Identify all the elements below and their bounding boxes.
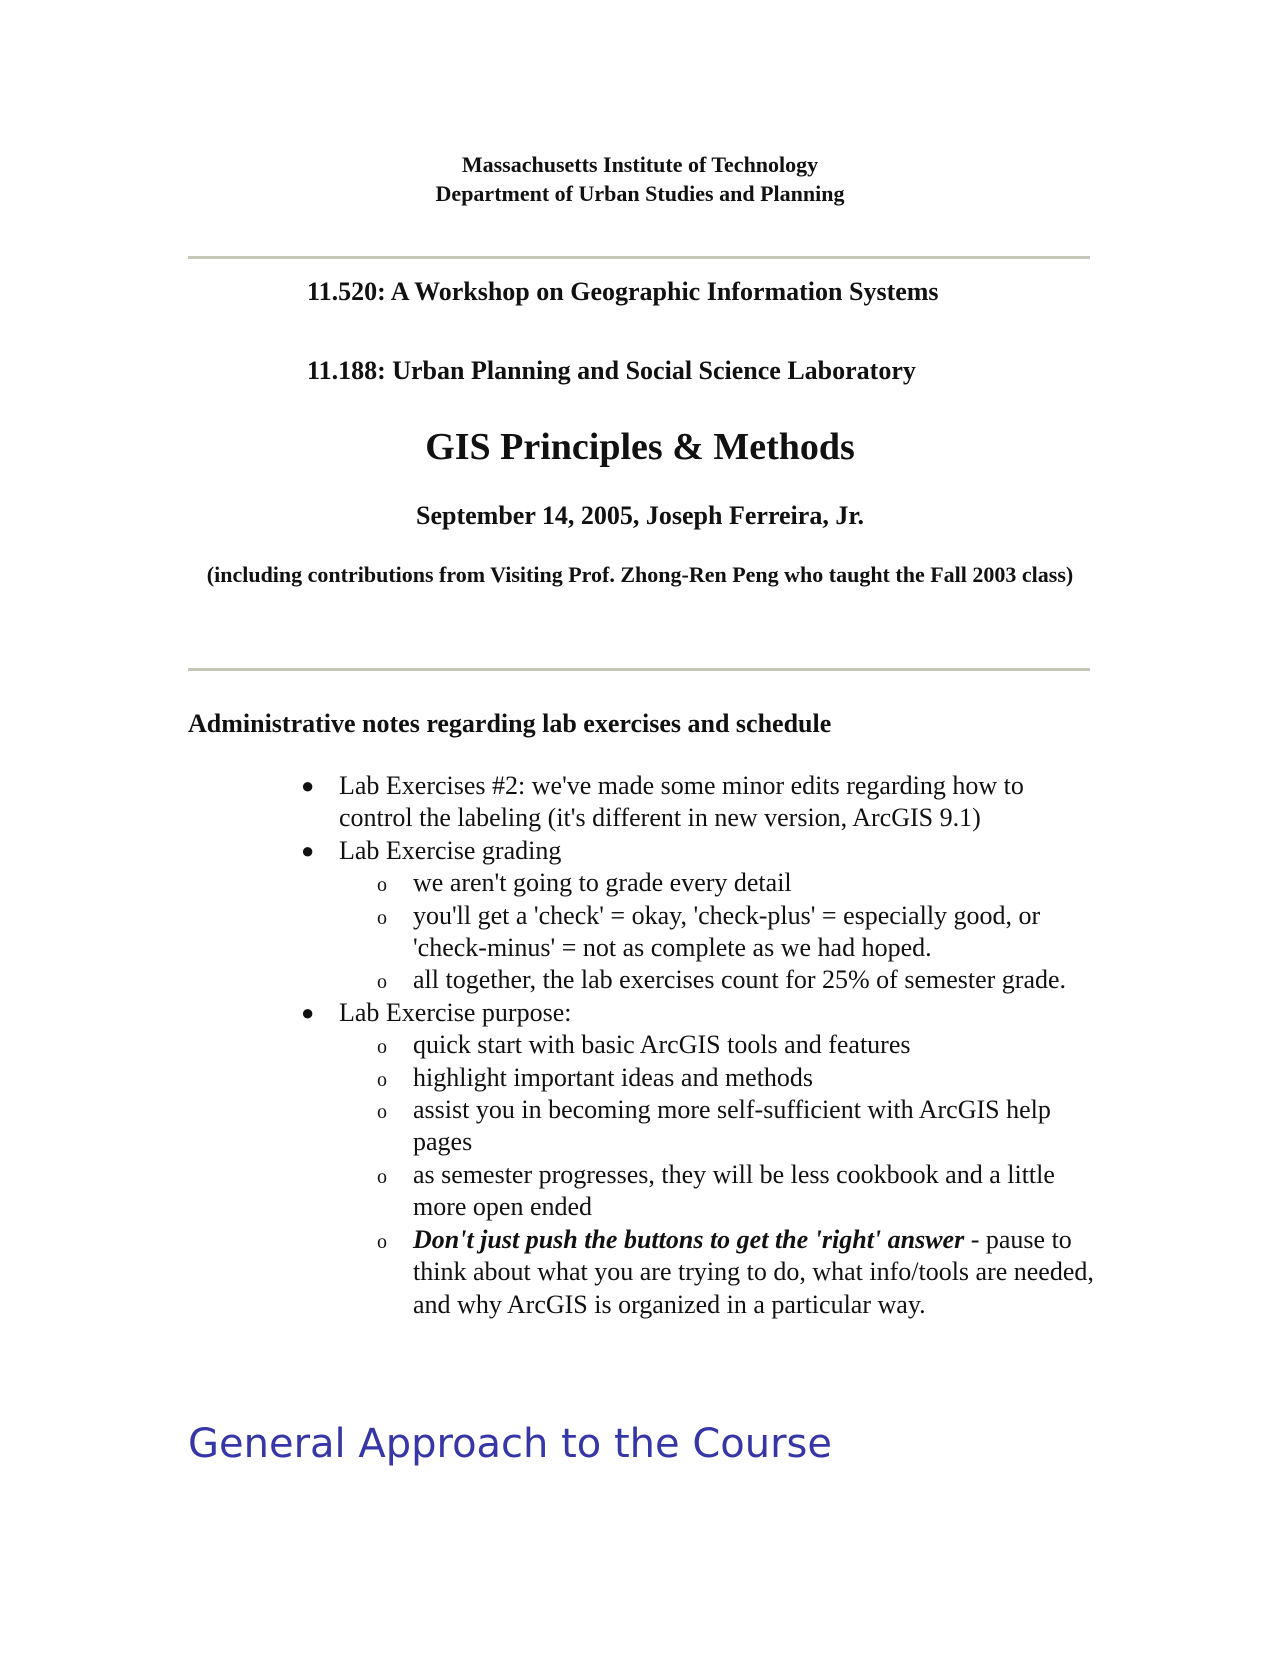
list-item-text: Lab Exercise purpose:	[339, 997, 572, 1027]
sub-list-item-text: quick start with basic ArcGIS tools and features	[413, 1030, 911, 1060]
sub-list-item	[295, 964, 1095, 996]
list-item-text: Lab Exercises #2: we've made some minor edits regarding how to control the labeling (it's different in new version, ArcGIS 9.1)	[339, 771, 1024, 833]
sub-list-item	[295, 1224, 1095, 1321]
institution-name: Massachusetts Institute of Technology	[461, 152, 819, 177]
bullet-circle-icon: o	[377, 971, 387, 994]
emphasized-text: Don't just push the buttons to get the 'right' answer	[413, 1224, 965, 1254]
admin-notes-heading: Administrative notes regarding lab exercises and schedule	[188, 709, 832, 738]
sub-list-item-text: all together, the lab exercises count for 25% of semester grade.	[413, 965, 1067, 995]
bullet-circle-icon: o	[377, 1165, 387, 1188]
sub-list-item-text: - pause to think about what you are trying to do, what info/tools are needed, and why ArcGIS is organized in a particular way.	[413, 1224, 1094, 1319]
sub-list-item-text: highlight important ideas and methods	[413, 1062, 814, 1092]
bullet-disc-icon: ●	[301, 999, 315, 1025]
document-title: GIS Principles & Methods	[425, 426, 855, 468]
contribution-note: (including contributions from Visiting Prof. Zhong-Ren Peng who taught the Fall 2003 class)	[206, 562, 1074, 587]
bullet-circle-icon: o	[377, 1036, 387, 1059]
horizontal-rule-top	[188, 256, 1090, 259]
sub-list-item	[295, 867, 1095, 899]
sub-list-item-text: you'll get a 'check' = okay, 'check-plus' = especially good, or 'check-minus' = not as complete as we had hoped.	[413, 900, 1041, 963]
course-title-11-188: 11.188: Urban Planning and Social Science Laboratory	[307, 356, 916, 385]
list-item-text: Lab Exercise grading	[339, 835, 562, 865]
bullet-circle-icon: o	[377, 1101, 387, 1124]
admin-notes-list	[295, 770, 1095, 1321]
course-title-11-520: 11.520: A Workshop on Geographic Information Systems	[307, 277, 939, 306]
list-item	[295, 835, 1095, 867]
bullet-disc-icon: ●	[301, 773, 315, 798]
list-item	[295, 997, 1095, 1029]
sub-list-item	[295, 900, 1095, 965]
bullet-circle-icon: o	[377, 874, 387, 897]
department-name: Department of Urban Studies and Planning	[435, 181, 845, 206]
sub-list-item	[295, 1029, 1095, 1061]
bullet-circle-icon: o	[377, 906, 387, 929]
date-author: September 14, 2005, Joseph Ferreira, Jr.	[416, 501, 864, 530]
list-item	[295, 770, 1095, 835]
sub-list-item-text: we aren't going to grade every detail	[413, 868, 792, 898]
horizontal-rule-bottom	[188, 668, 1090, 671]
sub-list-item	[295, 1159, 1095, 1224]
bullet-disc-icon: ●	[301, 837, 315, 863]
sub-list-item	[295, 1094, 1095, 1159]
sub-list-item-text: assist you in becoming more self-sufficient with ArcGIS help pages	[413, 1095, 1051, 1157]
bullet-circle-icon: o	[377, 1230, 387, 1253]
bullet-circle-icon: o	[377, 1068, 387, 1091]
sub-list-item	[295, 1062, 1095, 1094]
sub-list-item-text: as semester progresses, they will be less cookbook and a little more open ended	[413, 1159, 1055, 1222]
general-approach-heading: General Approach to the Course	[188, 1421, 832, 1467]
